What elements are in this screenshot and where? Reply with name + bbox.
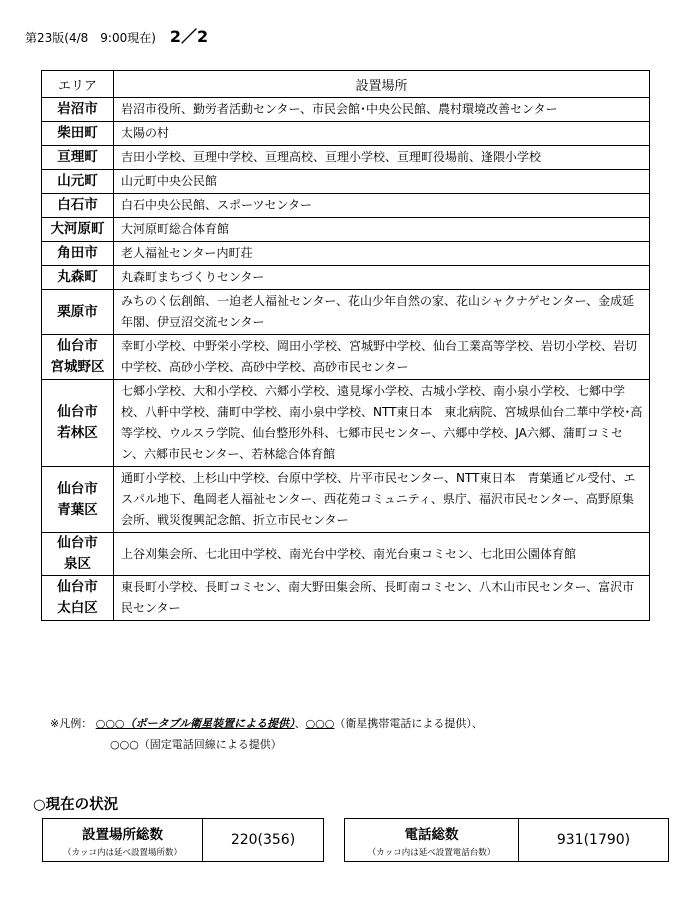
place-cell: 上谷刈集会所、七北田中学校、南光台中学校、南光台東コミセン、七北田公園体育館	[114, 533, 650, 576]
total-locations-label-cell	[43, 819, 203, 861]
area-cell: 角田市	[42, 242, 114, 266]
table-row	[42, 194, 650, 218]
place-cell: 通町小学校、上杉山中学校、台原中学校、片平市民センター、NTT東日本 青葉通ビル受付、エスパル地下、亀岡老人福祉センター、西花苑コミュニティ、県庁、福沢市民センター、高野原集会所、戦災復興記念館、折立市民センター	[114, 467, 650, 533]
table-row	[42, 98, 650, 122]
table-row	[42, 242, 650, 266]
legend-separator: 、	[294, 717, 306, 730]
total-phones-box	[344, 818, 669, 862]
table-header-row	[42, 71, 650, 98]
table-row	[42, 467, 650, 533]
legend-satellite-phone-mark: ○○○	[305, 717, 335, 730]
area-cell: 岩沼市	[42, 98, 114, 122]
legend-prefix: ※凡例：	[50, 717, 93, 730]
legend-portable-satellite: ○○○（ポータブル衛星装置による提供）	[95, 717, 295, 730]
area-cell: 仙台市 青葉区	[42, 467, 114, 533]
place-cell: 東長町小学校、長町コミセン、南大野田集会所、長町南コミセン、八木山市民センター、富沢市民センター	[114, 576, 650, 621]
place-cell: 岩沼市役所、勤労者活動センター、市民会館･中央公民館、農村環境改善センター	[114, 98, 650, 122]
total-locations-note: （カッコ内は延べ設置場所数）	[63, 847, 182, 858]
column-header-area: エリア	[42, 71, 114, 98]
area-cell: 仙台市 泉区	[42, 533, 114, 576]
place-cell: 大河原町総合体育館	[114, 218, 650, 242]
area-cell: 栗原市	[42, 290, 114, 335]
area-cell: 仙台市 宮城野区	[42, 335, 114, 380]
column-header-place: 設置場所	[114, 71, 650, 98]
table-row	[42, 335, 650, 380]
table-row	[42, 218, 650, 242]
legend-satellite-phone-text: （衛星携帯電話による提供）、	[334, 717, 483, 730]
place-cell: 太陽の村	[114, 122, 650, 146]
place-cell: 山元町中央公民館	[114, 170, 650, 194]
area-cell: 山元町	[42, 170, 114, 194]
table-row	[42, 290, 650, 335]
area-cell: 丸森町	[42, 266, 114, 290]
table-row	[42, 380, 650, 467]
area-cell: 仙台市 若林区	[42, 380, 114, 467]
version-label: 第23版(4/8 9:00現在)	[25, 31, 156, 45]
total-locations-label: 設置場所総数	[82, 826, 163, 843]
location-table	[41, 70, 650, 621]
area-cell: 大河原町	[42, 218, 114, 242]
place-cell: 七郷小学校、大和小学校、六郷小学校、遠見塚小学校、古城小学校、南小泉小学校、七郷中学校、八軒中学校、蒲町中学校、南小泉中学校、NTT東日本 東北病院、宮城県仙台二華中学校･高等学校、ウルスラ学院、仙台整形外科、七郷市民センター、六郷中学校、JA六郷、蒲町コミセン、六郷市民センター、若林総合体育館	[114, 380, 650, 467]
table-row	[42, 533, 650, 576]
total-phones-value: 931(1790)	[556, 832, 631, 848]
page-number: 2／2	[169, 27, 209, 46]
total-phones-label-cell	[345, 819, 519, 861]
area-cell: 柴田町	[42, 122, 114, 146]
table-row	[42, 576, 650, 621]
table-row	[42, 146, 650, 170]
place-cell: 白石中央公民館、スポーツセンター	[114, 194, 650, 218]
place-cell: 丸森町まちづくりセンター	[114, 266, 650, 290]
table-row	[42, 122, 650, 146]
total-locations-box	[42, 818, 324, 862]
place-cell: みちのく伝創館、一迫老人福祉センター、花山少年自然の家、花山シャクナゲセンター、金成延年閣、伊豆沼交流センター	[114, 290, 650, 335]
area-cell: 亘理町	[42, 146, 114, 170]
table-body	[42, 98, 650, 621]
table-row	[42, 170, 650, 194]
status-title: ○現在の状況	[33, 797, 119, 813]
place-cell: 老人福祉センター内町荘	[114, 242, 650, 266]
table-row	[42, 266, 650, 290]
area-cell: 白石市	[42, 194, 114, 218]
area-cell: 仙台市 太白区	[42, 576, 114, 621]
place-cell: 吉田小学校、亘理中学校、亘理高校、亘理小学校、亘理町役場前、逢隈小学校	[114, 146, 650, 170]
total-locations-value: 220(356)	[230, 832, 296, 848]
total-phones-label: 電話総数	[404, 826, 459, 843]
page-header	[25, 24, 208, 47]
place-cell: 幸町小学校、中野栄小学校、岡田小学校、宮城野中学校、仙台工業高等学校、岩切小学校、岩切中学校、高砂小学校、高砂中学校、高砂市民センター	[114, 335, 650, 380]
total-phones-note: （カッコ内は延べ設置電話台数）	[367, 847, 496, 858]
legend	[50, 713, 483, 755]
legend-line-1	[50, 713, 483, 734]
legend-fixed-line: ○○○（固定電話回線による提供）	[110, 738, 282, 751]
